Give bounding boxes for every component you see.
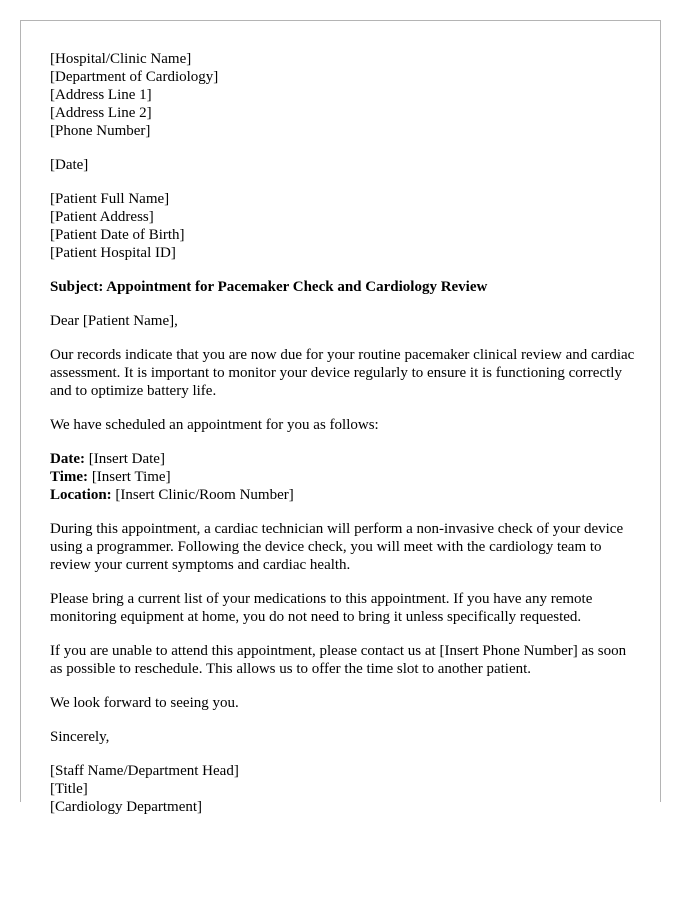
signature-contact: [Cardiology Department] [50, 799, 203, 815]
bring-paragraph: Please bring a current list of your medications to this appointment. If you have any remote monitoring equipment at home, you do not need to bring it unless specifically requested. [50, 591, 593, 625]
patient-hospital-id: [Patient Hospital ID] [50, 245, 176, 261]
signature-name: [Staff Name/Department Head] [50, 763, 239, 779]
recipient-block [50, 190, 640, 262]
signature-title: [Title] [50, 781, 88, 797]
salutation: Dear [Patient Name], [50, 313, 178, 329]
appointment-time-label: Time: [50, 469, 89, 485]
patient-address: [Patient Address] [50, 209, 154, 225]
appointment-time [50, 468, 640, 486]
appointment-location-label: Location: [50, 487, 112, 503]
phone-number: [Phone Number] [50, 123, 151, 139]
during-paragraph: During this appointment, a cardiac technician will perform a non-invasive check of your device using a programmer. Following the device check, you will meet with the cardiology team to review your current symptoms and cardiac health. [50, 521, 624, 573]
appointment-date-value: [Insert Date] [84, 451, 165, 467]
closing: Sincerely, [50, 729, 110, 745]
intro-paragraph: Our records indicate that you are now due for your routine pacemaker clinical review and cardiac assessment. It is important to monitor your device regularly to ensure it is functioning correctly and to optimize battery life. [50, 347, 635, 399]
department-name: [Department of Cardiology] [50, 69, 219, 85]
look-forward-paragraph: We look forward to seeing you. [50, 695, 239, 711]
letter-date: [Date] [50, 157, 89, 173]
appointment-location-value: [Insert Clinic/Room Number] [111, 487, 294, 503]
letterhead [50, 50, 640, 140]
appointment-details [50, 450, 640, 504]
unable-paragraph: If you are unable to attend this appointment, please contact us at [Insert Phone Number] as soon as possible to reschedule. This allows us to offer the time slot to another patient. [50, 643, 627, 677]
scheduled-paragraph: We have scheduled an appointment for you as follows: [50, 417, 379, 433]
letter-content [50, 50, 640, 832]
patient-dob: [Patient Date of Birth] [50, 227, 185, 243]
appointment-date-label: Date: [50, 451, 85, 467]
appointment-location [50, 486, 640, 504]
address-line-2: [Address Line 2] [50, 105, 152, 121]
patient-full-name: [Patient Full Name] [50, 191, 170, 207]
subject-line: Subject: Appointment for Pacemaker Check and Cardiology Review [50, 279, 488, 295]
appointment-time-value: [Insert Time] [88, 469, 171, 485]
address-line-1: [Address Line 1] [50, 87, 152, 103]
letter-page [20, 20, 661, 815]
appointment-date [50, 450, 640, 468]
signature-block [50, 762, 640, 816]
hospital-name: [Hospital/Clinic Name] [50, 51, 192, 67]
